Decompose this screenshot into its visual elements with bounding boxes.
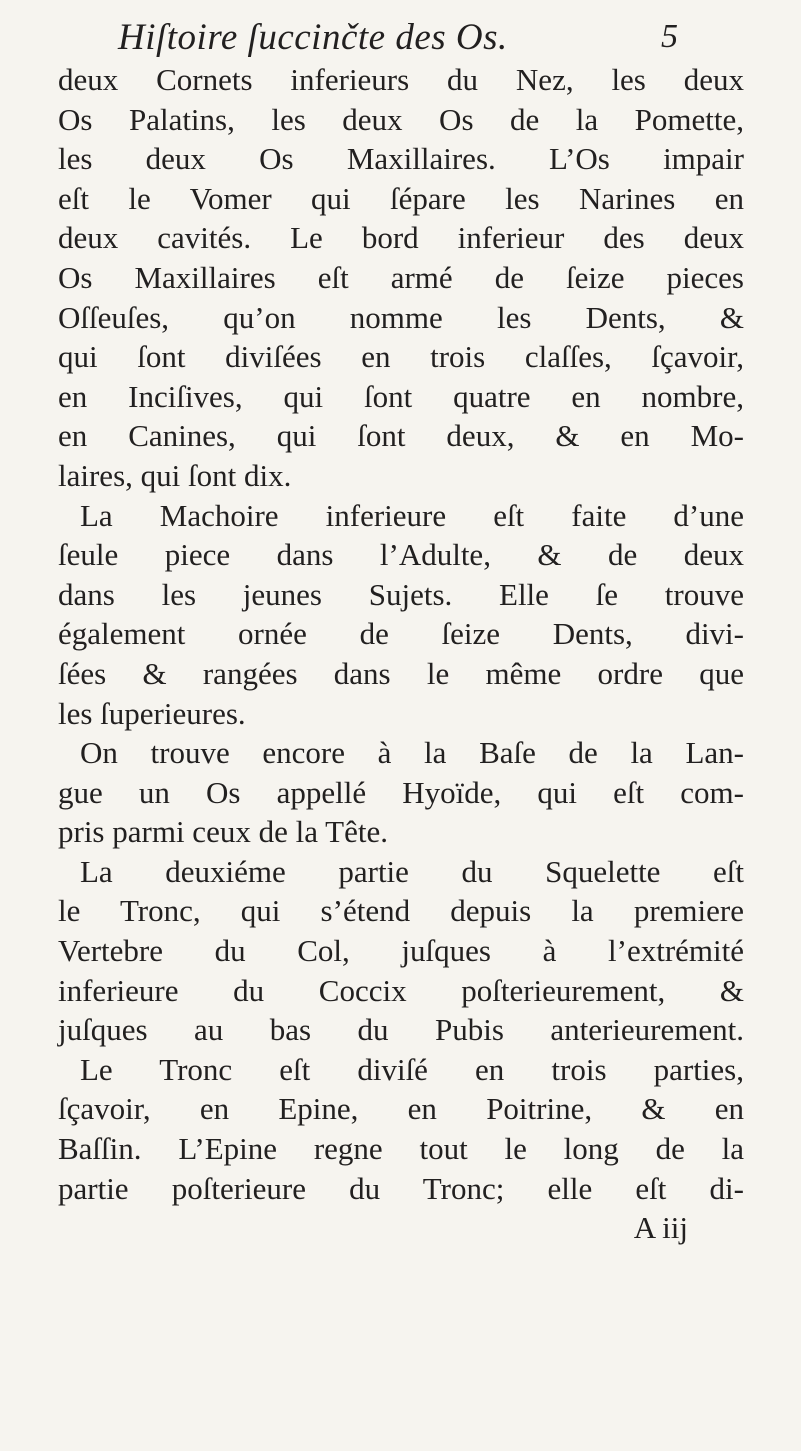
text-line: ſées & rangées dans le même ordre que <box>58 655 744 691</box>
text-line: laires, qui ſont dix. <box>58 457 292 493</box>
text-line: juſques au bas du Pubis anterieurement. <box>58 1012 744 1048</box>
text-line: deux cavités. Le bord inferieur des deux <box>58 220 744 256</box>
text-line: en Inciſives, qui ſont quatre en nombre, <box>58 378 744 414</box>
text-line: pris parmi ceux de la Tête. <box>58 814 388 850</box>
text-line: qui ſont diviſées en trois claſſes, ſçavoir, <box>58 339 744 375</box>
running-title: Hiſtoire ſuccinčte des Os. <box>118 17 508 58</box>
text-line: On trouve encore à la Baſe de la Lan- <box>80 735 744 771</box>
text-line: ſçavoir, en Epine, en Poitrine, & en <box>58 1091 744 1127</box>
text-line: Os Maxillaires eſt armé de ſeize pieces <box>58 259 744 295</box>
text-line: inferieure du Coccix poſterieurement, & <box>58 972 744 1008</box>
text-line: dans les jeunes Sujets. Elle ſe trouve <box>58 576 744 612</box>
text-line: les deux Os Maxillaires. L’Os impair <box>58 141 744 177</box>
text-line: les ſuperieures. <box>58 695 246 731</box>
page-header <box>118 16 678 62</box>
text-line: Vertebre du Col, juſques à l’extrémité <box>58 933 744 969</box>
text-line: le Tronc, qui s’étend depuis la premiere <box>58 893 744 929</box>
text-line: deux Cornets inferieurs du Nez, les deux <box>58 62 744 97</box>
text-line: gue un Os appellé Hyoïde, qui eſt com- <box>58 774 744 810</box>
text-line: également ornée de ſeize Dents, divi- <box>58 616 744 652</box>
text-line: Oſſeuſes, qu’on nomme les Dents, & <box>58 299 744 335</box>
text-line: eſt le Vomer qui ſépare les Narines en <box>58 180 744 216</box>
text-line: La Machoire inferieure eſt faite d’une <box>80 497 744 533</box>
text-line: Le Tronc eſt diviſé en trois parties, <box>80 1051 744 1087</box>
page-number: 5 <box>661 18 678 55</box>
body-text <box>58 60 744 1248</box>
text-line: partie poſterieure du Tronc; elle eſt di- <box>58 1170 744 1206</box>
text-line: ſeule piece dans l’Adulte, & de deux <box>58 537 744 573</box>
signature-mark: A iij <box>633 1210 688 1246</box>
text-line: en Canines, qui ſont deux, & en Mo- <box>58 418 744 454</box>
text-line: Os Palatins, les deux Os de la Pomette, <box>58 101 744 137</box>
text-line: Baſſin. L’Epine regne tout le long de la <box>58 1131 744 1167</box>
text-line: La deuxiéme partie du Squelette eſt <box>80 853 744 889</box>
